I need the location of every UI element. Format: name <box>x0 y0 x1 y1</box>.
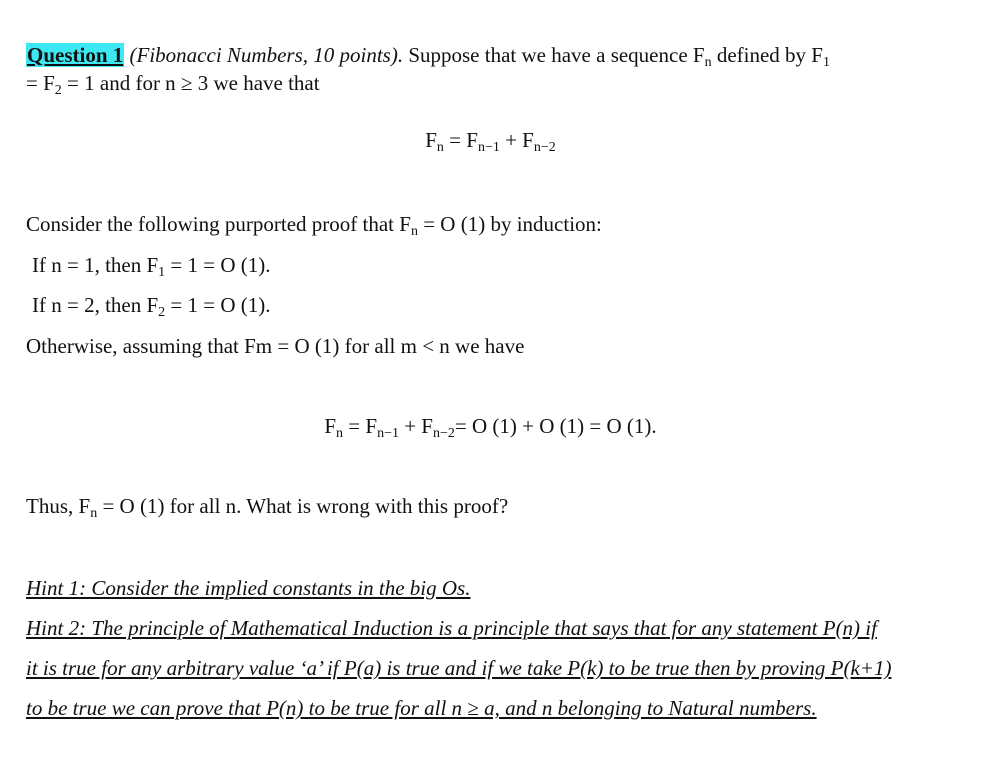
conclusion-sub: n <box>90 506 98 521</box>
base2-b: = 1 = O (1). <box>165 293 271 317</box>
step-f: F <box>324 414 337 438</box>
question-intro-sub-n: n <box>704 55 712 70</box>
base1-a: If n = 1, then F <box>32 253 159 277</box>
step-sub-n: n <box>336 426 344 441</box>
conclusion-b: = O (1) for all n. What is wrong with this proof? <box>97 494 509 518</box>
step-sub-n2: n−2 <box>433 426 455 441</box>
conclusion-a: Thus, F <box>26 494 91 518</box>
consider-a: Consider the following purported proof that F <box>26 212 411 236</box>
rec-sub-n1: n−1 <box>477 140 500 155</box>
inductive-step-equation <box>0 413 981 443</box>
question-line-2 <box>26 70 320 100</box>
base2-sub: 2 <box>158 305 166 320</box>
consider-sub: n <box>410 224 418 239</box>
question-label: Question 1 <box>27 43 124 67</box>
hint-2-line-1: Hint 2: The principle of Mathematical Induction is a principle that says that for any statement P(n) if <box>26 616 877 640</box>
rec-eq: = F <box>443 128 478 152</box>
consider-b: = O (1) by induction: <box>417 212 602 236</box>
question-meta: (Fibonacci Numbers, 10 points). <box>129 43 404 67</box>
question-heading <box>26 42 830 72</box>
proof-base-case-1 <box>32 252 271 282</box>
rec-sub-n: n <box>436 140 444 155</box>
step-rest: = O (1) + O (1) = O (1). <box>454 414 657 438</box>
question-line2-a: = F <box>26 71 55 95</box>
question-line2-b: = 1 and for n ≥ 3 we have that <box>61 71 320 95</box>
proof-consider <box>26 211 602 241</box>
hint-2-line-2: it is true for any arbitrary value ‘a’ if P(a) is true and if we take P(k) to be true then by proving P(k+1) <box>26 656 892 680</box>
recurrence-equation <box>0 127 981 157</box>
rec-sub-n2: n−2 <box>533 140 556 155</box>
question-intro-b: defined by F <box>711 43 823 67</box>
step-plus: + F <box>398 414 433 438</box>
question-intro-a: Suppose that we have a sequence F <box>403 43 705 67</box>
question-line2-sub: 2 <box>54 83 62 98</box>
step-eq: = F <box>343 414 378 438</box>
question-intro-sub-1: 1 <box>822 55 830 70</box>
rec-f: F <box>425 128 437 152</box>
base1-sub: 1 <box>158 265 166 280</box>
base1-b: = 1 = O (1). <box>165 253 271 277</box>
proof-base-case-2 <box>32 292 271 322</box>
hint-2-line-3: to be true we can prove that P(n) to be true for all n ≥ a, and n belonging to Natural numbers. <box>26 696 817 720</box>
hint-1: Hint 1: Consider the implied constants in the big Os. <box>26 576 471 600</box>
conclusion <box>26 493 508 523</box>
step-sub-n1: n−1 <box>377 426 399 441</box>
proof-otherwise: Otherwise, assuming that Fm = O (1) for all m < n we have <box>26 334 525 358</box>
base2-a: If n = 2, then F <box>32 293 159 317</box>
rec-plus: + F <box>499 128 534 152</box>
